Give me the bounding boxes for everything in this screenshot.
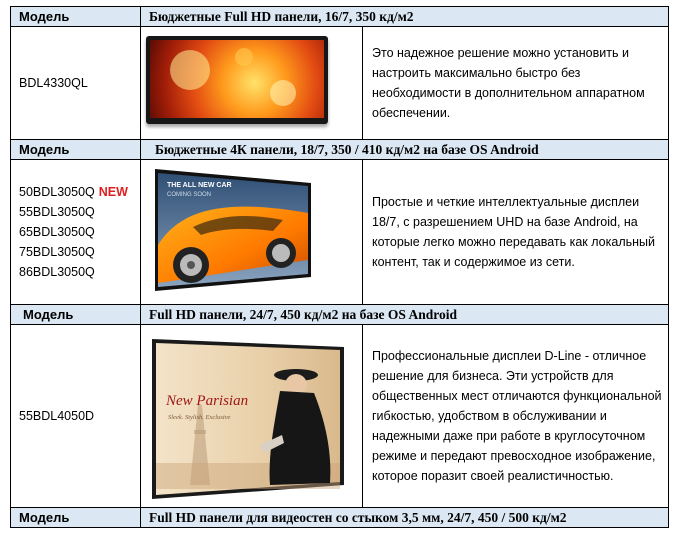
product-description: Профессиональные дисплеи D-Line - отличное решение для бизнеса. Эти устройств для общественных мест отличаются функциональной гибкостью, удобством в обслуживании и надежными даже при работе в круглосуточном режиме и передают превосходное изображение, которое поразит своей реалистичностью. <box>363 325 669 508</box>
product-image-cell <box>141 325 363 508</box>
model-number: 86BDL3050Q <box>19 265 95 279</box>
display-image <box>146 36 328 124</box>
model-label: Модель <box>11 508 141 528</box>
model-number: 55BDL4050D <box>19 409 95 423</box>
image-subline: COMING SOON <box>167 192 212 198</box>
product-table <box>10 6 669 528</box>
product-description: Это надежное решение можно установить и настроить максимально быстро без необходимости в дополнительном аппаратном обеспечении. <box>363 27 669 140</box>
product-row <box>11 160 669 305</box>
model-number: BDL4330QL <box>19 76 88 90</box>
model-list <box>11 160 141 305</box>
model-list <box>11 27 141 140</box>
model-number: 75BDL3050Q <box>19 245 95 259</box>
section-header <box>11 508 669 528</box>
section-title: Full HD панели для видеостен со стыком 3,5 мм, 24/7, 450 / 500 кд/м2 <box>141 508 669 528</box>
section-header <box>11 305 669 325</box>
product-image-cell <box>141 27 363 140</box>
image-headline: THE ALL NEW CAR <box>167 182 232 189</box>
section-title: Бюджетные Full HD панели, 16/7, 350 кд/м2 <box>141 7 669 27</box>
model-number: 55BDL3050Q <box>19 205 95 219</box>
section-header <box>11 140 669 160</box>
display-image <box>153 165 313 295</box>
model-label: Модель <box>11 7 141 27</box>
product-description: Простые и четкие интеллектуальные дисплеи 18/7, с разрешением UHD на базе Android, на которые легко можно передавать как локальный контент, так и содержимое из сети. <box>363 160 669 305</box>
product-row <box>11 325 669 508</box>
model-number: 50BDL3050Q <box>19 185 95 199</box>
new-badge: NEW <box>98 185 128 199</box>
display-image <box>150 335 346 503</box>
model-number: 65BDL3050Q <box>19 225 95 239</box>
image-subline: Sleek. Stylish. Exclusive <box>168 414 231 421</box>
image-headline: New Parisian <box>166 393 249 409</box>
section-title: Бюджетные 4К панели, 18/7, 350 / 410 кд/м2 на базе OS Android <box>141 140 669 160</box>
section-title: Full HD панели, 24/7, 450 кд/м2 на базе OS Android <box>141 305 669 325</box>
model-label: Модель <box>11 305 141 325</box>
model-label: Модель <box>11 140 141 160</box>
section-header <box>11 7 669 27</box>
product-image-cell <box>141 160 363 305</box>
product-row <box>11 27 669 140</box>
model-list <box>11 325 141 508</box>
